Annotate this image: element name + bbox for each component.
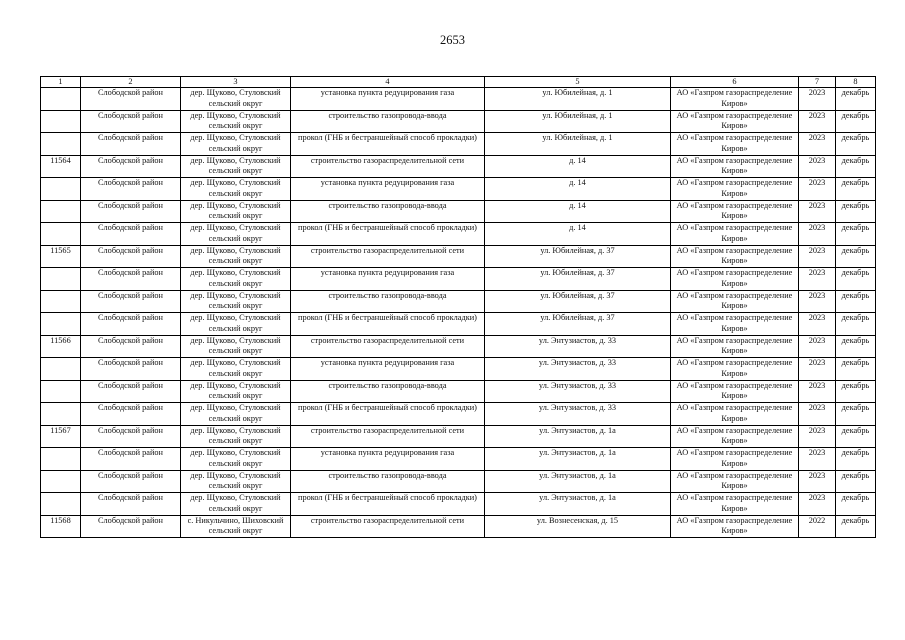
month-cell: декабрь [836,178,876,201]
organization-cell: АО «Газпром газораспределение Киров» [671,425,799,448]
work-type-cell: прокол (ГНБ и бестраншейный способ прокладки) [291,313,485,336]
locality-cell: дер. Щуково, Стуловский сельский округ [181,425,291,448]
year-cell: 2023 [799,470,836,493]
column-header-2: 2 [81,77,181,88]
table-row [41,155,876,178]
district-cell: Слободской район [81,403,181,426]
locality-cell: дер. Щуково, Стуловский сельский округ [181,313,291,336]
address-cell: ул. Юбилейная, д. 37 [485,268,671,291]
year-cell: 2023 [799,380,836,403]
address-cell: ул. Юбилейная, д. 1 [485,88,671,111]
work-type-cell: строительство газопровода-ввода [291,380,485,403]
address-cell: ул. Энтузиастов, д. 1а [485,493,671,516]
page-number: 2653 [440,33,465,47]
district-cell: Слободской район [81,448,181,471]
month-cell: декабрь [836,425,876,448]
column-header-6: 6 [671,77,799,88]
row-number-cell: 11568 [41,515,81,538]
row-number-cell: 11566 [41,335,81,358]
locality-cell: дер. Щуково, Стуловский сельский округ [181,335,291,358]
row-number-cell [41,223,81,246]
column-header-5: 5 [485,77,671,88]
year-cell: 2023 [799,178,836,201]
row-number-cell: 11567 [41,425,81,448]
organization-cell: АО «Газпром газораспределение Киров» [671,133,799,156]
row-number-cell [41,358,81,381]
locality-cell: дер. Щуково, Стуловский сельский округ [181,245,291,268]
locality-cell: с. Никульчино, Шиховский сельский округ [181,515,291,538]
work-type-cell: прокол (ГНБ и бестраншейный способ прокладки) [291,133,485,156]
row-number-cell [41,313,81,336]
district-cell: Слободской район [81,223,181,246]
table-row [41,223,876,246]
work-type-cell: строительство газопровода-ввода [291,110,485,133]
work-type-cell: прокол (ГНБ и бестраншейный способ прокладки) [291,493,485,516]
year-cell: 2023 [799,403,836,426]
locality-cell: дер. Щуково, Стуловский сельский округ [181,155,291,178]
work-type-cell: строительство газопровода-ввода [291,200,485,223]
locality-cell: дер. Щуково, Стуловский сельский округ [181,380,291,403]
table-row [41,268,876,291]
month-cell: декабрь [836,110,876,133]
row-number-cell [41,200,81,223]
year-cell: 2023 [799,425,836,448]
table-row [41,380,876,403]
year-cell: 2023 [799,313,836,336]
table-row [41,290,876,313]
row-number-cell [41,268,81,291]
organization-cell: АО «Газпром газораспределение Киров» [671,493,799,516]
month-cell: декабрь [836,200,876,223]
header-row [41,77,876,88]
address-cell: ул. Вознесенская, д. 15 [485,515,671,538]
column-header-8: 8 [836,77,876,88]
work-type-cell: строительство газопровода-ввода [291,470,485,493]
month-cell: декабрь [836,358,876,381]
year-cell: 2023 [799,448,836,471]
address-cell: ул. Энтузиастов, д. 1а [485,470,671,493]
table-row [41,245,876,268]
month-cell: декабрь [836,223,876,246]
work-type-cell: строительство газораспределительной сети [291,155,485,178]
table-row [41,515,876,538]
address-cell: ул. Энтузиастов, д. 1а [485,425,671,448]
locality-cell: дер. Щуково, Стуловский сельский округ [181,448,291,471]
district-cell: Слободской район [81,425,181,448]
organization-cell: АО «Газпром газораспределение Киров» [671,403,799,426]
work-type-cell: строительство газопровода-ввода [291,290,485,313]
month-cell: декабрь [836,290,876,313]
work-type-cell: строительство газораспределительной сети [291,515,485,538]
locality-cell: дер. Щуково, Стуловский сельский округ [181,110,291,133]
month-cell: декабрь [836,155,876,178]
organization-cell: АО «Газпром газораспределение Киров» [671,515,799,538]
table-row [41,200,876,223]
month-cell: декабрь [836,268,876,291]
work-type-cell: установка пункта редуцирования газа [291,178,485,201]
table-row [41,493,876,516]
year-cell: 2023 [799,200,836,223]
address-cell: ул. Юбилейная, д. 37 [485,245,671,268]
month-cell: декабрь [836,88,876,111]
district-cell: Слободской район [81,88,181,111]
table-row [41,358,876,381]
work-type-cell: установка пункта редуцирования газа [291,268,485,291]
year-cell: 2023 [799,335,836,358]
locality-cell: дер. Щуково, Стуловский сельский округ [181,358,291,381]
locality-cell: дер. Щуково, Стуловский сельский округ [181,200,291,223]
work-type-cell: прокол (ГНБ и бестраншейный способ прокладки) [291,403,485,426]
address-cell: ул. Энтузиастов, д. 33 [485,380,671,403]
address-cell: ул. Энтузиастов, д. 1а [485,448,671,471]
year-cell: 2022 [799,515,836,538]
organization-cell: АО «Газпром газораспределение Киров» [671,470,799,493]
row-number-cell [41,133,81,156]
address-cell: д. 14 [485,155,671,178]
year-cell: 2023 [799,268,836,291]
year-cell: 2023 [799,155,836,178]
row-number-cell: 11564 [41,155,81,178]
locality-cell: дер. Щуково, Стуловский сельский округ [181,290,291,313]
year-cell: 2023 [799,290,836,313]
month-cell: декабрь [836,245,876,268]
year-cell: 2023 [799,88,836,111]
address-cell: ул. Энтузиастов, д. 33 [485,403,671,426]
row-number-cell [41,470,81,493]
month-cell: декабрь [836,515,876,538]
organization-cell: АО «Газпром газораспределение Киров» [671,88,799,111]
district-cell: Слободской район [81,133,181,156]
district-cell: Слободской район [81,268,181,291]
row-number-cell [41,88,81,111]
district-cell: Слободской район [81,380,181,403]
table-row [41,448,876,471]
month-cell: декабрь [836,470,876,493]
organization-cell: АО «Газпром газораспределение Киров» [671,200,799,223]
locality-cell: дер. Щуково, Стуловский сельский округ [181,223,291,246]
district-cell: Слободской район [81,313,181,336]
month-cell: декабрь [836,448,876,471]
table-row [41,403,876,426]
locality-cell: дер. Щуково, Стуловский сельский округ [181,470,291,493]
work-type-cell: прокол (ГНБ и бестраншейный способ прокладки) [291,223,485,246]
locality-cell: дер. Щуково, Стуловский сельский округ [181,133,291,156]
year-cell: 2023 [799,133,836,156]
column-header-7: 7 [799,77,836,88]
district-cell: Слободской район [81,290,181,313]
district-cell: Слободской район [81,358,181,381]
year-cell: 2023 [799,110,836,133]
district-cell: Слободской район [81,200,181,223]
row-number-cell [41,448,81,471]
table-body [41,88,876,538]
address-cell: ул. Юбилейная, д. 1 [485,133,671,156]
year-cell: 2023 [799,493,836,516]
row-number-cell [41,493,81,516]
gasification-table [40,76,876,538]
address-cell: ул. Юбилейная, д. 37 [485,290,671,313]
work-type-cell: установка пункта редуцирования газа [291,448,485,471]
month-cell: декабрь [836,403,876,426]
organization-cell: АО «Газпром газораспределение Киров» [671,223,799,246]
address-cell: ул. Энтузиастов, д. 33 [485,358,671,381]
work-type-cell: установка пункта редуцирования газа [291,358,485,381]
organization-cell: АО «Газпром газораспределение Киров» [671,380,799,403]
table-row [41,178,876,201]
organization-cell: АО «Газпром газораспределение Киров» [671,155,799,178]
row-number-cell [41,290,81,313]
year-cell: 2023 [799,245,836,268]
locality-cell: дер. Щуково, Стуловский сельский округ [181,268,291,291]
row-number-cell [41,403,81,426]
locality-cell: дер. Щуково, Стуловский сельский округ [181,493,291,516]
table-row [41,88,876,111]
organization-cell: АО «Газпром газораспределение Киров» [671,358,799,381]
row-number-cell [41,110,81,133]
table-row [41,335,876,358]
column-header-3: 3 [181,77,291,88]
table-row [41,133,876,156]
month-cell: декабрь [836,335,876,358]
month-cell: декабрь [836,380,876,403]
locality-cell: дер. Щуково, Стуловский сельский округ [181,178,291,201]
locality-cell: дер. Щуково, Стуловский сельский округ [181,403,291,426]
district-cell: Слободской район [81,493,181,516]
address-cell: ул. Юбилейная, д. 1 [485,110,671,133]
district-cell: Слободской район [81,245,181,268]
work-type-cell: установка пункта редуцирования газа [291,88,485,111]
row-number-cell [41,380,81,403]
organization-cell: АО «Газпром газораспределение Киров» [671,313,799,336]
table-row [41,425,876,448]
table-row [41,110,876,133]
month-cell: декабрь [836,133,876,156]
row-number-cell: 11565 [41,245,81,268]
year-cell: 2023 [799,358,836,381]
district-cell: Слободской район [81,110,181,133]
organization-cell: АО «Газпром газораспределение Киров» [671,335,799,358]
month-cell: декабрь [836,313,876,336]
district-cell: Слободской район [81,335,181,358]
organization-cell: АО «Газпром газораспределение Киров» [671,268,799,291]
address-cell: д. 14 [485,223,671,246]
address-cell: д. 14 [485,178,671,201]
column-header-4: 4 [291,77,485,88]
district-cell: Слободской район [81,470,181,493]
column-header-1: 1 [41,77,81,88]
work-type-cell: строительство газораспределительной сети [291,425,485,448]
address-cell: ул. Юбилейная, д. 37 [485,313,671,336]
month-cell: декабрь [836,493,876,516]
district-cell: Слободской район [81,515,181,538]
row-number-cell [41,178,81,201]
work-type-cell: строительство газораспределительной сети [291,245,485,268]
locality-cell: дер. Щуково, Стуловский сельский округ [181,88,291,111]
district-cell: Слободской район [81,178,181,201]
address-cell: ул. Энтузиастов, д. 33 [485,335,671,358]
organization-cell: АО «Газпром газораспределение Киров» [671,448,799,471]
organization-cell: АО «Газпром газораспределение Киров» [671,178,799,201]
table-row [41,470,876,493]
work-type-cell: строительство газораспределительной сети [291,335,485,358]
organization-cell: АО «Газпром газораспределение Киров» [671,290,799,313]
address-cell: д. 14 [485,200,671,223]
organization-cell: АО «Газпром газораспределение Киров» [671,245,799,268]
organization-cell: АО «Газпром газораспределение Киров» [671,110,799,133]
year-cell: 2023 [799,223,836,246]
district-cell: Слободской район [81,155,181,178]
table-row [41,313,876,336]
